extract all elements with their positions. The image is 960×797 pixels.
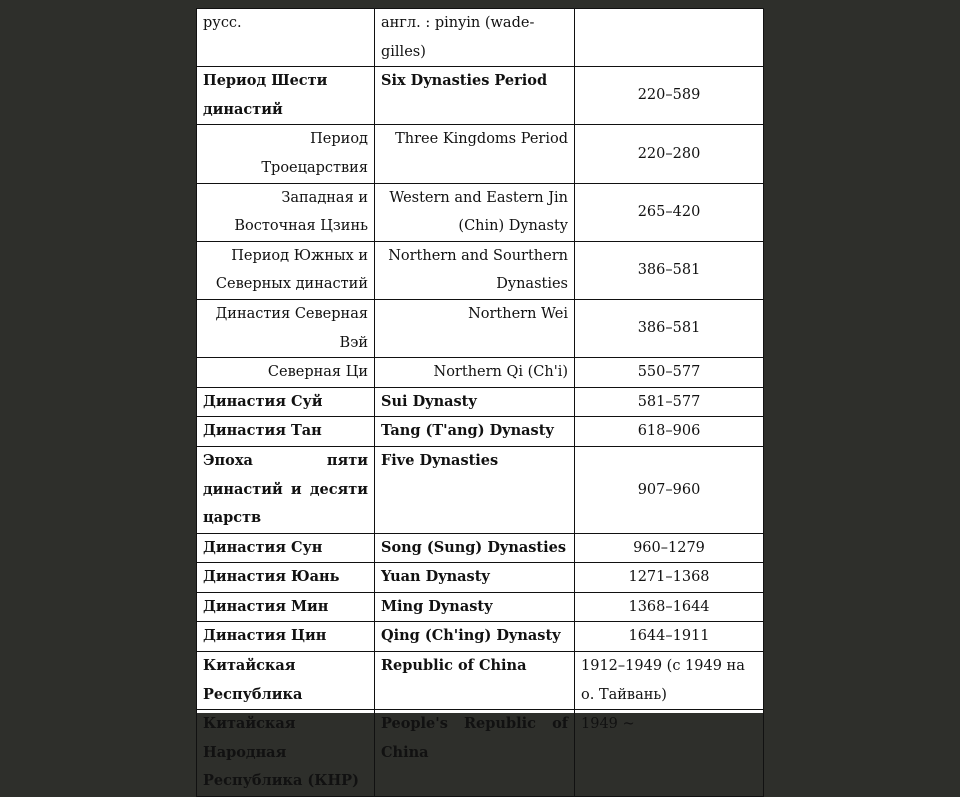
en-name-cell: Six Dynasties Period [375, 67, 575, 125]
years-cell: 220–589 [575, 67, 764, 125]
en-name-cell: Ming Dynasty [375, 592, 575, 622]
ru-name-cell: Западная и Восточная Цзинь [197, 183, 375, 241]
table-row [197, 622, 764, 652]
ru-name-cell: Династия Цин [197, 622, 375, 652]
table-row [197, 241, 764, 299]
ru-name-cell: Северная Ци [197, 358, 375, 388]
years-cell: 907–960 [575, 446, 764, 533]
header-ru-cell: русс. [197, 9, 375, 67]
ru-name-cell: Династия Сун [197, 533, 375, 563]
en-name-cell: Northern Wei [375, 299, 575, 357]
ru-name-cell: Период Троецарствия [197, 125, 375, 183]
table-row [197, 563, 764, 593]
en-name-cell: Republic of China [375, 652, 575, 710]
years-cell: 550–577 [575, 358, 764, 388]
ru-name-cell: Династия Мин [197, 592, 375, 622]
table-row [197, 652, 764, 710]
table-row [197, 183, 764, 241]
table-row [197, 67, 764, 125]
en-name-cell: Northern Qi (Ch'i) [375, 358, 575, 388]
years-cell: 386–581 [575, 299, 764, 357]
table-row [197, 592, 764, 622]
en-name-cell: Five Dynasties [375, 446, 575, 533]
en-name-cell: Tang (T'ang) Dynasty [375, 417, 575, 447]
table-row [197, 417, 764, 447]
table-row [197, 125, 764, 183]
table-row [197, 446, 764, 533]
table-row [197, 387, 764, 417]
years-cell: 581–577 [575, 387, 764, 417]
en-name-cell: Three Kingdoms Period [375, 125, 575, 183]
en-name-cell: Western and Eastern Jin (Chin) Dynasty [375, 183, 575, 241]
years-cell: 618–906 [575, 417, 764, 447]
table-row [197, 710, 764, 797]
document-page [196, 8, 764, 790]
en-name-cell: Song (Sung) Dynasties [375, 533, 575, 563]
years-cell: 386–581 [575, 241, 764, 299]
ru-name-cell: Династия Северная Вэй [197, 299, 375, 357]
ru-name-cell: Династия Юань [197, 563, 375, 593]
dynasty-table [196, 8, 764, 797]
en-name-cell: Qing (Ch'ing) Dynasty [375, 622, 575, 652]
ru-name-cell: Период Южных и Северных династий [197, 241, 375, 299]
ru-name-cell: Китайская Республика [197, 652, 375, 710]
years-cell: 1912–1949 (с 1949 на о. Тайвань) [575, 652, 764, 710]
en-name-cell: Northern and Sourthern Dynasties [375, 241, 575, 299]
ru-name-cell: Китайская Народная Республика (КНР) [197, 710, 375, 797]
en-name-cell: Sui Dynasty [375, 387, 575, 417]
years-cell: 265–420 [575, 183, 764, 241]
years-cell: 220–280 [575, 125, 764, 183]
header-years-cell [575, 9, 764, 67]
table-row [197, 533, 764, 563]
years-cell: 1271–1368 [575, 563, 764, 593]
table-row [197, 9, 764, 67]
table-row [197, 358, 764, 388]
years-cell: 1368–1644 [575, 592, 764, 622]
ru-name-cell: Династия Тан [197, 417, 375, 447]
header-en-cell: англ. : pinyin (wade-gilles) [375, 9, 575, 67]
ru-name-cell: Династия Суй [197, 387, 375, 417]
en-name-cell: People's Republic of China [375, 710, 575, 797]
ru-name-cell: Эпоха пяти династий и десяти царств [197, 446, 375, 533]
years-cell: 1949 ~ [575, 710, 764, 797]
table-row [197, 299, 764, 357]
ru-name-cell: Период Шести династий [197, 67, 375, 125]
years-cell: 1644–1911 [575, 622, 764, 652]
years-cell: 960–1279 [575, 533, 764, 563]
en-name-cell: Yuan Dynasty [375, 563, 575, 593]
